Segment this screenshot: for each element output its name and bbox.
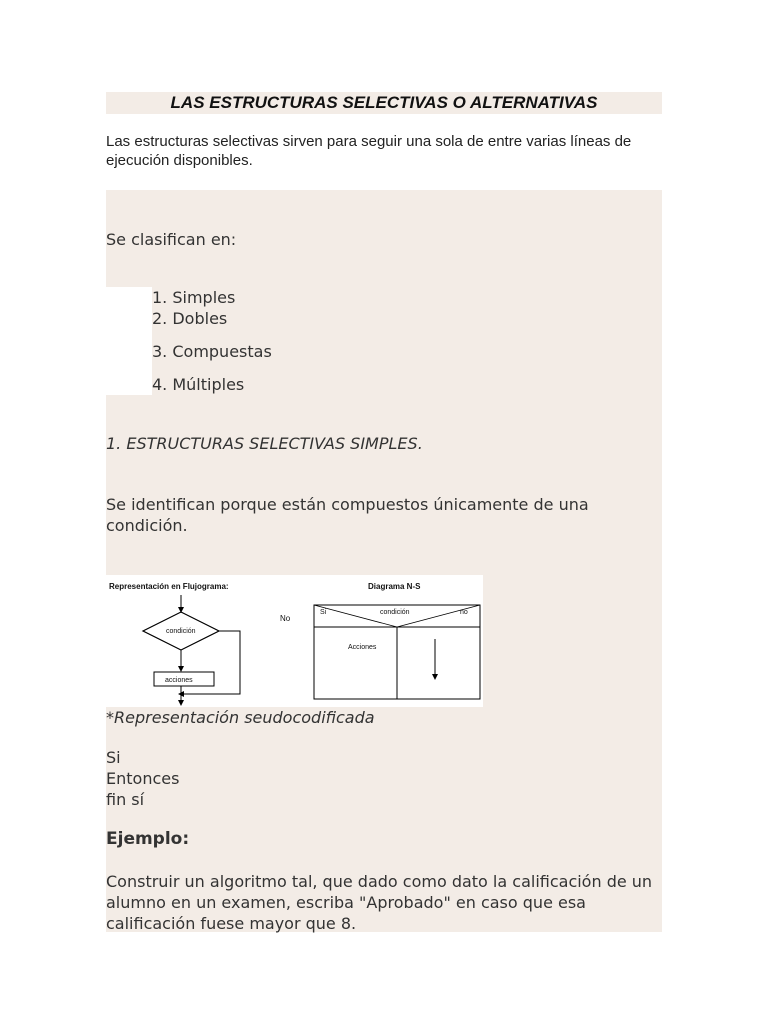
example-heading: Ejemplo:	[106, 829, 190, 849]
flow-actions-label: acciones	[165, 677, 193, 684]
intro-paragraph: Las estructuras selectivas sirven para seguir una sola de entre varias líneas de ejecución disponibles.	[106, 133, 632, 169]
ns-title: Diagrama N-S	[368, 582, 421, 591]
list-indent-gap	[106, 287, 152, 395]
list-item-simples: 1. Simples	[152, 288, 236, 307]
section-heading: 1. ESTRUCTURAS SELECTIVAS SIMPLES.	[106, 434, 423, 453]
pseudo-line-entonces: Entonces	[106, 769, 180, 788]
document-title: LAS ESTRUCTURAS SELECTIVAS O ALTERNATIVAS	[106, 92, 662, 114]
ns-actions-label: Acciones	[348, 644, 377, 651]
classification-intro: Se clasifican en:	[106, 230, 237, 249]
pseudo-line-si: Si	[106, 748, 121, 767]
pseudocode-heading: *Representación seudocodificada	[106, 708, 375, 727]
ns-no-label: no	[460, 609, 468, 616]
flow-condition-label: condición	[166, 628, 196, 635]
ns-si-label: Si	[320, 609, 327, 616]
list-item-multiples: 4. Múltiples	[152, 375, 245, 394]
definition-paragraph: Se identifican porque están compuestos únicamente de una condición.	[106, 495, 589, 535]
structure-diagram	[106, 575, 483, 707]
ns-condition-label: condición	[380, 609, 410, 616]
list-item-compuestas: 3. Compuestas	[152, 342, 272, 361]
list-item-dobles: 2. Dobles	[152, 309, 228, 328]
diagram-svg	[106, 575, 483, 707]
flow-false-path	[181, 631, 240, 694]
no-label: No	[280, 614, 291, 623]
example-paragraph: Construir un algoritmo tal, que dado como dato la calificación de un alumno en un examen, escriba "Aprobado" en caso que esa calificación fuese mayor que 8.	[106, 872, 653, 933]
pseudo-line-fin-si: fin sí	[106, 790, 145, 809]
flowchart-title: Representación en Flujograma:	[109, 582, 229, 591]
